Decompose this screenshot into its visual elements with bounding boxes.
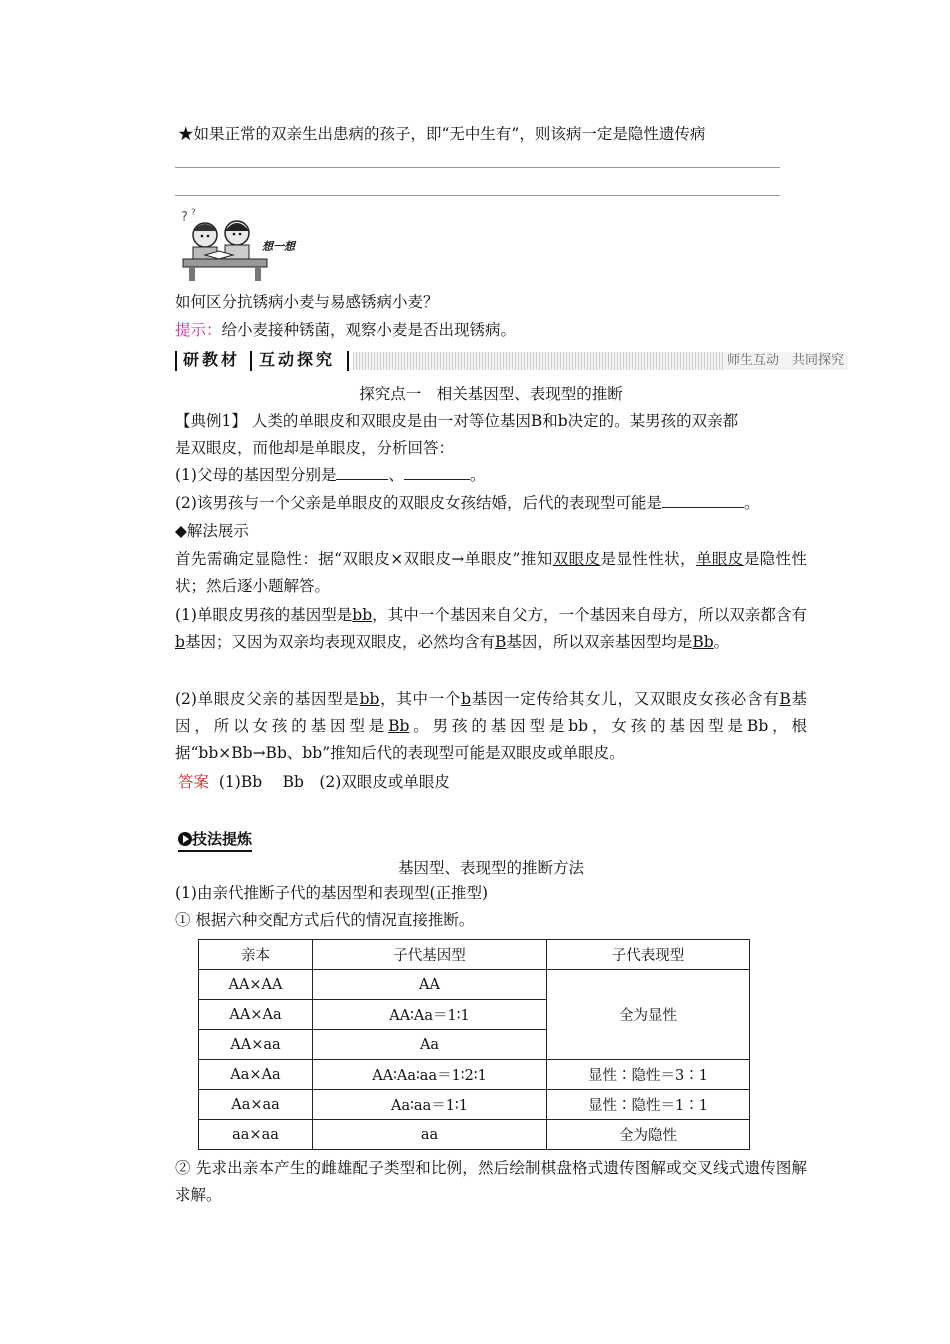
q1-text: (1)父母的基因型分别是 (175, 466, 337, 484)
example-label: 【典例1】 (175, 412, 247, 430)
solution-heading: ◆解法展示 (175, 522, 249, 540)
table-cell: Aa∶aa＝1∶1 (313, 1090, 547, 1120)
skills-line-2: ① 根据六种交配方式后代的情况直接推断。 (175, 911, 475, 929)
table-cell: AA×AA (199, 970, 313, 1000)
table-cell: Aa×Aa (199, 1060, 313, 1090)
p3-underlined-1: bb (359, 690, 380, 708)
think-caption: 想一想 (262, 240, 295, 253)
table-header-cell: 亲本 (199, 940, 313, 970)
example-text-1: 人类的单眼皮和双眼皮是由一对等位基因B和b决定的。某男孩的双亲都 (251, 412, 739, 430)
q2-end: 。 (743, 494, 760, 512)
table-cell: aa (313, 1120, 547, 1150)
banner-title-a: 研教材 (183, 350, 241, 369)
solution-paragraph-2 (175, 602, 807, 656)
play-circle-icon (178, 832, 192, 846)
skills-heading (178, 828, 252, 852)
p2-underlined-4: Bb (692, 633, 714, 651)
example-text-2: 是双眼皮，而他却是单眼皮，分析回答： (175, 439, 455, 457)
table-cell: Aa×aa (199, 1090, 313, 1120)
table-header-cell: 子代表现型 (547, 940, 750, 970)
solution-paragraph-3 (175, 686, 807, 767)
think-illustration (175, 205, 275, 285)
table-cell: 显性∶隐性＝1∶1 (547, 1090, 750, 1120)
p3-text-b: ，其中一个 (379, 690, 462, 708)
star-note: ★如果正常的双亲生出患病的孩子，即“无中生有”，则该病一定是隐性遗传病 (178, 125, 706, 143)
p2-text-c: 基因；又因为双亲均表现双眼皮，必然均含有 (184, 633, 495, 651)
answer-line-2 (175, 195, 780, 196)
table-row (199, 1060, 750, 1090)
skills-line-3: ② 先求出亲本产生的雌雄配子类型和比例，然后绘制棋盘格式遗传图解或交叉线式遗传图解求解。 (175, 1159, 807, 1204)
p3-underlined-3: B (779, 690, 791, 708)
q1-blank-1[interactable] (336, 465, 388, 480)
p2-text-e: 。 (713, 633, 730, 651)
answer-text: (1)Bb Bb (2)双眼皮或单眼皮 (218, 773, 450, 791)
answer-line-1 (175, 167, 780, 168)
table-cell: Aa (313, 1030, 547, 1060)
table-row (199, 970, 750, 1000)
q1-sep: 、 (388, 466, 404, 484)
p3-underlined-2: b (461, 690, 472, 708)
table-row (199, 1120, 750, 1150)
table-row (199, 1090, 750, 1120)
p3-underlined-4: Bb (388, 717, 410, 735)
p2-underlined-1: bb (352, 606, 373, 624)
table-cell-merged: 全为显性 (547, 970, 750, 1060)
answer-line (178, 770, 450, 794)
banner-title-b: 互动探究 (259, 350, 336, 369)
table-header-cell: 子代基因型 (313, 940, 547, 970)
p3-text-d: 基因，所以女孩的基因型是 (175, 690, 807, 735)
p3-text-c: 基因一定传给其女儿，又双眼皮女孩必含有 (471, 690, 780, 708)
q2-blank[interactable] (662, 493, 744, 508)
skills-line-1: (1)由亲代推断子代的基因型和表现型(正推型) (175, 884, 489, 902)
p2-text-d: 基因，所以双亲基因型均是 (506, 633, 693, 651)
p2-underlined-2: b (175, 633, 185, 651)
table-cell: AA×aa (199, 1030, 313, 1060)
p1-text-a: 首先需确定显隐性：据“双眼皮×双眼皮→单眼皮”推知 (175, 550, 553, 568)
example-q1 (175, 462, 486, 489)
p3-text-e: 。男孩的基因型是bb，女孩的基因型是Bb，根据“bb×Bb→Bb、bb”推知后代的表现型可能是双眼皮或单眼皮。 (175, 717, 807, 762)
think-question: 如何区分抗锈病小麦与易感锈病小麦？ (175, 293, 439, 311)
skills-title: 基因型、表现型的推断方法 (397, 859, 584, 877)
p1-underlined-1: 双眼皮 (552, 550, 601, 568)
q1-end: 。 (469, 466, 486, 484)
p1-text-c: 是隐性性状；然后逐小题解答。 (175, 550, 807, 595)
table-cell: 显性∶隐性＝3∶1 (547, 1060, 750, 1090)
table-cell: AA∶Aa∶aa＝1∶2∶1 (313, 1060, 547, 1090)
section-banner (175, 349, 848, 373)
q1-blank-2[interactable] (404, 465, 470, 480)
example-q2 (175, 490, 759, 517)
answer-label: 答案 (178, 773, 210, 791)
table-cell: AA∶Aa＝1∶1 (313, 1000, 547, 1030)
section-title: 探究点一 相关基因型、表现型的推断 (359, 385, 623, 403)
p1-underlined-2: 单眼皮 (695, 550, 744, 568)
svg-text:?: ? (191, 208, 196, 218)
table-header-row (199, 940, 750, 970)
hint-text: 给小麦接种锈菌，观察小麦是否出现锈病。 (221, 321, 517, 339)
p1-text-b: 是显性性状， (600, 550, 696, 568)
p2-underlined-3: B (494, 633, 507, 651)
table-cell: 全为隐性 (547, 1120, 750, 1150)
think-hint (175, 318, 516, 342)
table-cell: aa×aa (199, 1120, 313, 1150)
cross-results-table (198, 939, 750, 1150)
q2-text: (2)该男孩与一个父亲是单眼皮的双眼皮女孩结婚，后代的表现型可能是 (175, 494, 662, 512)
p3-text-a: (2)单眼皮父亲的基因型是 (175, 690, 360, 708)
skills-heading-text: 技法提炼 (192, 830, 253, 848)
svg-text:?: ? (181, 210, 188, 225)
solution-paragraph-1 (175, 546, 807, 600)
p2-text-b: ，其中一个基因来自父方，一个基因来自母方，所以双亲都含有 (372, 606, 807, 624)
kids-studying-icon (175, 205, 275, 285)
banner-subtitle: 师生互动 共同探究 (723, 352, 848, 370)
hint-label: 提示： (175, 321, 222, 339)
p2-text-a: (1)单眼皮男孩的基因型是 (175, 606, 353, 624)
table-cell: AA×Aa (199, 1000, 313, 1030)
example-paragraph (175, 408, 807, 462)
table-cell: AA (313, 970, 547, 1000)
